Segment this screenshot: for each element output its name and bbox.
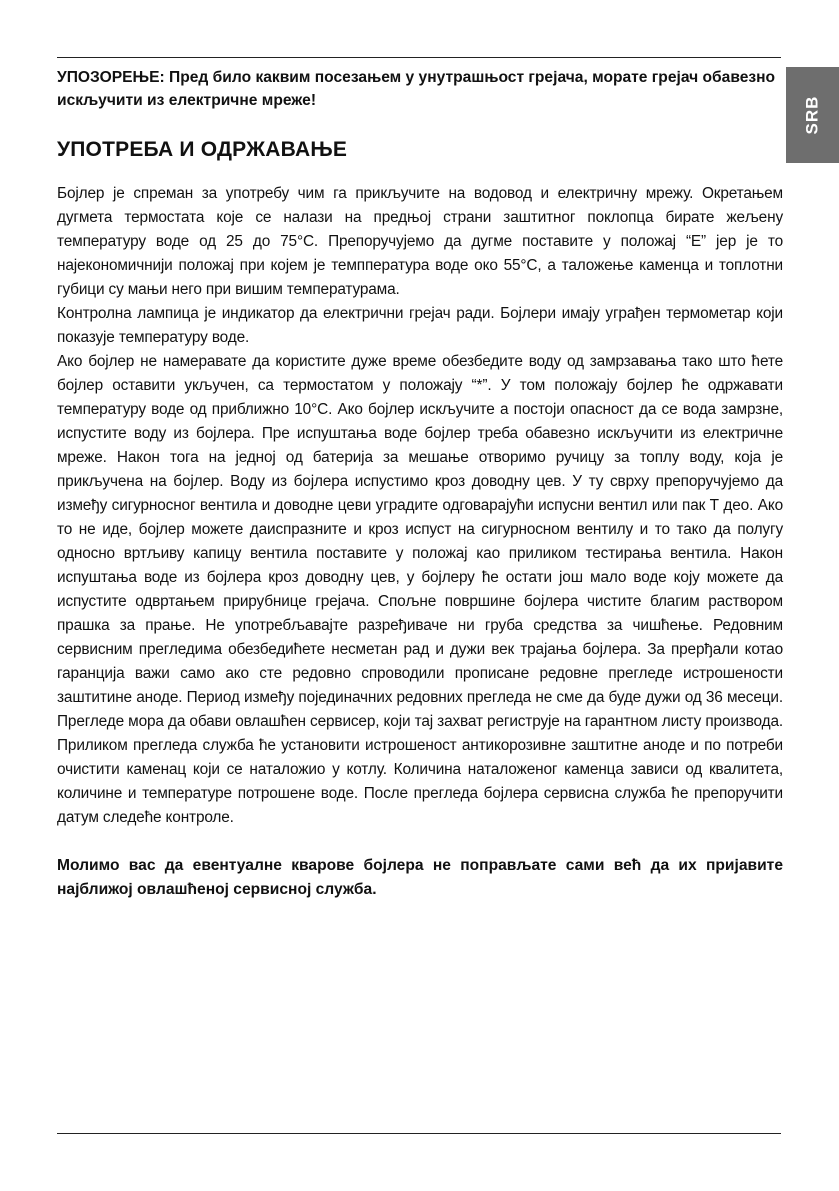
page-content — [57, 66, 783, 902]
paragraph: Бојлер је спреман за употребу чим га прикључите на водовод и електричну мрежу. Окретањем дугмета термостата које се налази на предњој страни заштитног поклопца бирате жељену температуру воде од 25 до 75°C. Препоручујемо да дугме поставите у положај “E” јер је то најекономичнији положај при којем је темппература воде око 55°C, а таложење каменца и топлотни губици су мањи него при вишим температурама. — [57, 185, 783, 298]
paragraph: Контролна лампица је индикатор да електрични грејач ради. Бојлери имају уграђен термометар који показује температуру воде. — [57, 305, 783, 346]
language-tab — [786, 67, 839, 163]
language-tab-label: SRB — [802, 95, 822, 135]
section-heading: УПОТРЕБА И ОДРЖАВАЊЕ — [57, 138, 348, 161]
bottom-rule — [57, 1133, 781, 1134]
warning-text: УПОЗОРЕЊЕ: Пред било каквим посезањем у унутрашњост грејача, морате грејач обавезно искључити из електричне мреже! — [57, 69, 776, 109]
closing-notice: Молимо вас да евентуалне кварове бојлера не поправљате сами већ да их пријавите најближој овлашћеној сервисној служба. — [57, 857, 783, 898]
paragraph: Ако бојлер не намеравате да користите дуже време обезбедите воду од замрзавања тако што ћете бојлер оставити укључен, са термостатом у положају “*”. У том положају бојлер ће одржавати температуру воде од приближно 10°C. Ако бојлер искључите а постоји опасност да се вода замрзне, испустите воду из бојлера. Пре испуштања воде бојлер треба обавезно искључити из електричне мреже. Након тога на једној од батерија за мешање отворимо ручицу за топлу воду, која је прикључена на бојлер. Воду из бојлера испустимо кроз доводну цев. У ту сврху препоручујемо да између сигурносног вентила и доводне цеви уградите одговарајући испусни вентил или пак Т део. Ако то не иде, бојлер можете даиспразните и кроз испуст на сигурносном вентилу и то тако да полугу односно вртљиву капицу вентила поставите у положај као приликом тестирања вентила. Након испуштања воде из бојлера кроз доводну цев, у бојлеру ће остати још мало воде коју можете да испустите одвртањем прирубнице грејача. Спољне површине бојлера чистите благим раствором прашка за прање. Не употребљавајте разређиваче ни груба средства за чишћење. Редовним сервисним прегледима обезбедићете несметан рад и дужи век трајања бојлера. За прерђали котао гаранција важи само ако сте редовно спроводили прописане редовне прегледе истрошености заштитине аноде. Период између појединачних редовних прегледа не сме да буде дужи од 36 месеци. Прегледе мора да обави овлашћен сервисер, који тај захват региструје на гарантном листу производа. Приликом прегледа служба ће установити истрошеност антикорозивне заштитне аноде и по потреби очистити каменац који се наталожио у котлу. Количина наталоженог каменца зависи од квалитета, количине и температуре потрошене воде. После прегледа бојлера сервисна служба ће препоручити датум следеће контроле. — [57, 353, 783, 826]
top-rule — [57, 57, 781, 58]
